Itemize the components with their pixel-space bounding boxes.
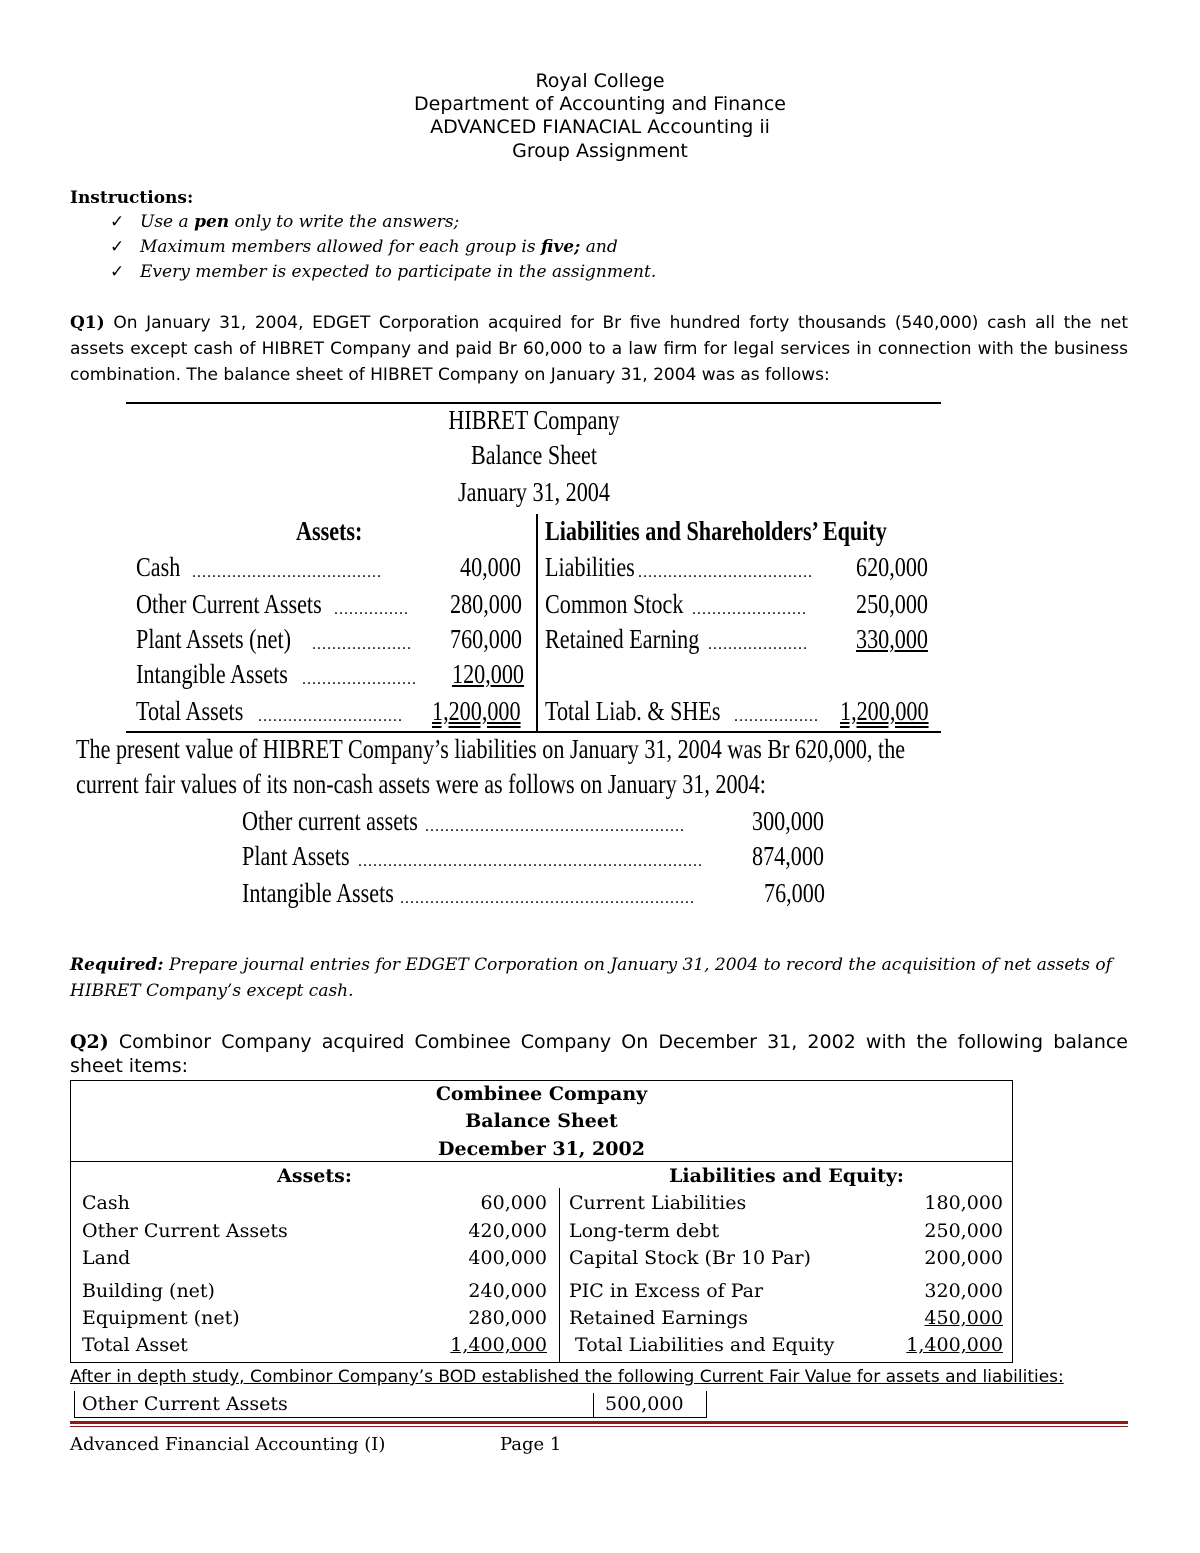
leader-dots: ............... [334,601,409,618]
sheet-row-value: 620,000 [856,552,928,582]
department-name: Department of Accounting and Finance [414,93,786,115]
table-row-value: 420,000 [468,1220,547,1242]
sheet-row-label: Liabilities [545,552,635,582]
sheet-total-label: Total Assets [136,696,244,726]
course-title: ADVANCED FIANACIAL Accounting ii [430,116,770,138]
sheet-total-value: 1,200,000 [840,696,929,726]
q1-label: Q1) [70,313,105,333]
leader-dots: ................. [734,708,819,725]
fair-value-label: Intangible Assets [242,878,394,908]
sheet-total-label: Total Liab. & SHEs [545,696,721,726]
checkmark-icon: ✓ [110,262,125,282]
required-text: Required: Prepare journal entries for EDGET Corporation on January 31, 2004 to record the acquisition of net assets of HIBRET Company’s except cash. [70,955,1112,1001]
leader-dots: ..................................................................... [358,853,703,870]
table-header-rule [70,1161,1013,1162]
sheet-row-label: Plant Assets (net) [136,624,291,654]
leader-dots: .................... [312,636,412,653]
fv-row-value: 500,000 [605,1393,684,1415]
sheet-row-label: Common Stock [545,589,684,619]
sheet-liabilities-heading: Liabilities and Shareholders’ Equity [545,516,887,546]
sheet-subtitle: Balance Sheet [470,440,598,470]
table-total-label: Total Liabilities and Equity [575,1334,835,1356]
fair-value-amount: 76,000 [764,878,825,908]
leader-dots: ........................................................... [400,890,695,907]
sheet-row-label: Intangible Assets [136,659,288,689]
sheet-row-label: Retained Earning [545,624,700,654]
sheet-divider [536,514,538,732]
assignment-title: Group Assignment [512,140,688,162]
fair-value-label: Other current assets [242,806,418,836]
table-total-label: Total Asset [82,1334,188,1356]
sheet-row-label: Other Current Assets [136,589,322,619]
table-row-label: Other Current Assets [82,1220,288,1242]
fair-value-label: Plant Assets [242,841,350,871]
table-row-label: Equipment (net) [82,1307,240,1329]
sheet-title: HIBRET Company [448,405,620,435]
q2-paragraph: Q2) Combinor Company acquired Combinee Company On December 31, 2002 with the following balance sheet items: [70,1031,1128,1077]
q1-paragraph: Q1) On January 31, 2004, EDGET Corporation acquired for Br five hundred forty thousands (540,000) cash all the net assets except cash of HIBRET Company and paid Br 60,000 to a law firm for legal services in connection with the business combination. The balance sheet of HIBRET Company on January 31, 2004 was as follows: [70,313,1129,385]
leader-dots: .................................................... [425,818,685,835]
q2-label: Q2) [70,1031,109,1053]
table-row-value: 400,000 [468,1247,547,1269]
sheet-total-value: 1,200,000 [432,696,521,726]
table-divider [559,1188,560,1362]
table-row-label: PIC in Excess of Par [569,1280,764,1302]
footer-rule [70,1421,1128,1424]
table-date: December 31, 2002 [438,1138,645,1160]
sheet-date: January 31, 2004 [458,477,610,507]
leader-dots: .................... [708,636,808,653]
leader-dots: ....................... [302,671,417,688]
table-row-value: 250,000 [924,1220,1003,1242]
table-row-value: 280,000 [468,1307,547,1329]
footer-course: Advanced Financial Accounting (I) [70,1434,386,1455]
sheet-row-value: 250,000 [856,589,928,619]
required-label: Required: [70,955,164,975]
fair-value-amount: 874,000 [752,841,824,871]
sheet-row-value: 40,000 [460,552,521,582]
fair-value-amount: 300,000 [752,806,824,836]
sheet-row-value: 760,000 [450,624,522,654]
table-total-value: 1,400,000 [906,1334,1003,1356]
pv-text-line1: The present value of HIBRET Company’s liabilities on January 31, 2004 was Br 620,000, the [76,734,906,764]
leader-dots: ...................................... [192,564,382,581]
table-assets-heading: Assets: [277,1165,352,1187]
table-row-value: 320,000 [924,1280,1003,1302]
table-row-label: Retained Earnings [569,1307,749,1329]
table-liabilities-heading: Liabilities and Equity: [669,1165,904,1187]
sheet-bottom-rule [126,731,941,733]
sheet-row-label: Cash [136,552,181,582]
instruction-item: ✓ Use a pen only to write the answers; [110,212,460,232]
fv-row-label: Other Current Assets [82,1393,288,1415]
table-row-value: 450,000 [924,1307,1003,1329]
table-row-label: Cash [82,1192,130,1214]
table-total-value: 1,400,000 [450,1334,547,1356]
checkmark-icon: ✓ [110,212,125,232]
instruction-item: ✓ Every member is expected to participate in the assignment. [110,262,657,282]
pv-text-line2: current fair values of its non-cash assets were as follows on January 31, 2004: [76,769,766,799]
sheet-row-value: 120,000 [452,659,524,689]
sheet-row-value: 280,000 [450,589,522,619]
table-row-value: 180,000 [924,1192,1003,1214]
sheet-row-value: 330,000 [856,624,928,654]
after-study-text: After in depth study, Combinor Company’s BOD established the following Current Fair Value for assets and liabilities: [70,1367,1064,1387]
table-row-label: Long-term debt [569,1220,720,1242]
table-row-value: 240,000 [468,1280,547,1302]
table-subtitle: Balance Sheet [465,1110,618,1132]
instruction-item: ✓ Maximum members allowed for each group is five; and [110,237,618,257]
table-row-value: 200,000 [924,1247,1003,1269]
sheet-assets-heading: Assets: [296,516,363,546]
leader-dots: ............................. [258,708,403,725]
leader-dots: ................................... [638,564,813,581]
leader-dots: ....................... [692,601,807,618]
checkmark-icon: ✓ [110,237,125,257]
footer-rule-thin [70,1426,1128,1427]
fair-value-divider [593,1393,594,1417]
sheet-top-rule [126,402,941,404]
footer-page-number: Page 1 [500,1434,562,1455]
table-title: Combinee Company [435,1083,648,1105]
table-row-label: Land [82,1247,131,1269]
college-name: Royal College [535,70,665,92]
table-row-label: Capital Stock (Br 10 Par) [569,1247,811,1269]
instructions-title: Instructions: [70,188,194,208]
table-row-value: 60,000 [480,1192,547,1214]
table-row-label: Current Liabilities [569,1192,747,1214]
table-row-label: Building (net) [82,1280,215,1302]
